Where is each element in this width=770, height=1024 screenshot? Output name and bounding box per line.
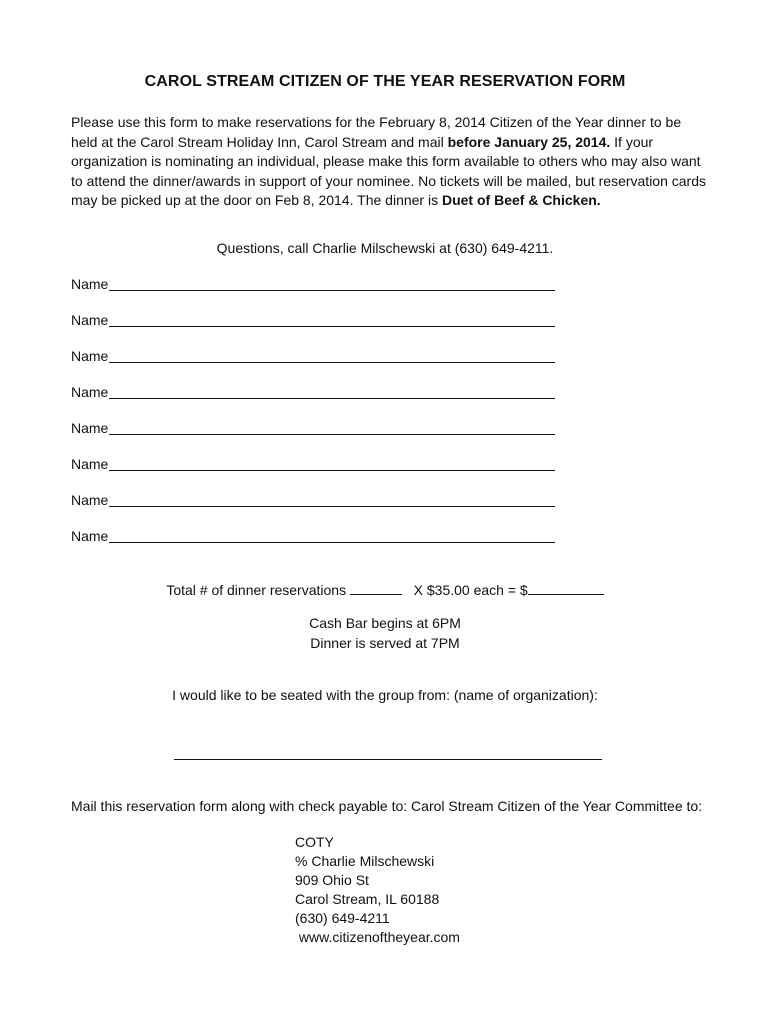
- name-row: [71, 275, 571, 311]
- name-label: Name: [71, 348, 109, 364]
- name-field-line[interactable]: [109, 527, 555, 543]
- organization-field-line[interactable]: [174, 759, 602, 760]
- name-label: Name: [71, 312, 109, 328]
- intro-text-2: If your organization is nominating an individual, please make this form available to others who may also want to attend the dinner/awards in support of your nominee. No tickets will be mailed, but reservation cards may be picked up at the door on Feb 8, 2014. The dinner is: [71, 133, 706, 209]
- mail-instructions: Mail this reservation form along with check payable to: Carol Stream Citizen of the Year Committee to:: [71, 798, 703, 814]
- address-line: Carol Stream, IL 60188: [295, 891, 440, 907]
- total-amount-field[interactable]: [528, 580, 604, 595]
- cash-bar-time: Cash Bar begins at 6PM: [309, 615, 461, 631]
- name-field-line[interactable]: [109, 347, 555, 363]
- name-row: [71, 419, 571, 455]
- address-line: COTY: [295, 834, 334, 850]
- price-multiplier: X $35.00 each = $: [413, 582, 528, 598]
- name-row: [71, 347, 571, 383]
- name-field-line[interactable]: [109, 311, 555, 327]
- name-row: [71, 491, 571, 527]
- name-label: Name: [71, 492, 109, 508]
- seating-prompt: I would like to be seated with the group from: (name of organization):: [172, 687, 598, 703]
- address-line: 909 Ohio St: [295, 872, 369, 888]
- deadline-text: before January 25, 2014.: [447, 133, 611, 150]
- total-label: Total # of dinner reservations: [166, 582, 350, 598]
- name-row: [71, 383, 571, 419]
- total-reservations-line: [0, 580, 770, 598]
- name-label: Name: [71, 456, 109, 472]
- intro-paragraph: [71, 113, 711, 211]
- name-field-line[interactable]: [109, 491, 555, 507]
- name-field-line[interactable]: [109, 455, 555, 471]
- intro-text-1: Please use this form to make reservations for the February 8, 2014 Citizen of the Year dinner to be held at the Carol Stream Holiday Inn, Carol Stream and mail: [71, 114, 682, 150]
- address-phone: (630) 649-4211: [295, 910, 390, 926]
- name-list: [71, 275, 571, 563]
- form-title: CAROL STREAM CITIZEN OF THE YEAR RESERVATION FORM: [144, 73, 626, 90]
- name-label: Name: [71, 384, 109, 400]
- name-label: Name: [71, 276, 109, 292]
- name-row: [71, 311, 571, 347]
- name-row: [71, 455, 571, 491]
- address-line: % Charlie Milschewski: [295, 853, 435, 869]
- name-field-line[interactable]: [109, 383, 555, 399]
- mailing-address: [295, 833, 595, 947]
- questions-contact: Questions, call Charlie Milschewski at (630) 649-4211.: [216, 240, 554, 256]
- name-field-line[interactable]: [109, 419, 555, 435]
- menu-text: Duet of Beef & Chicken.: [441, 192, 601, 209]
- name-row: [71, 527, 571, 563]
- website-link[interactable]: www.citizenoftheyear.com: [295, 929, 460, 945]
- name-label: Name: [71, 420, 109, 436]
- name-field-line[interactable]: [109, 275, 555, 291]
- dinner-time: Dinner is served at 7PM: [310, 634, 460, 651]
- reservation-count-field[interactable]: [350, 580, 402, 595]
- event-schedule: [0, 614, 770, 653]
- name-label: Name: [71, 528, 109, 544]
